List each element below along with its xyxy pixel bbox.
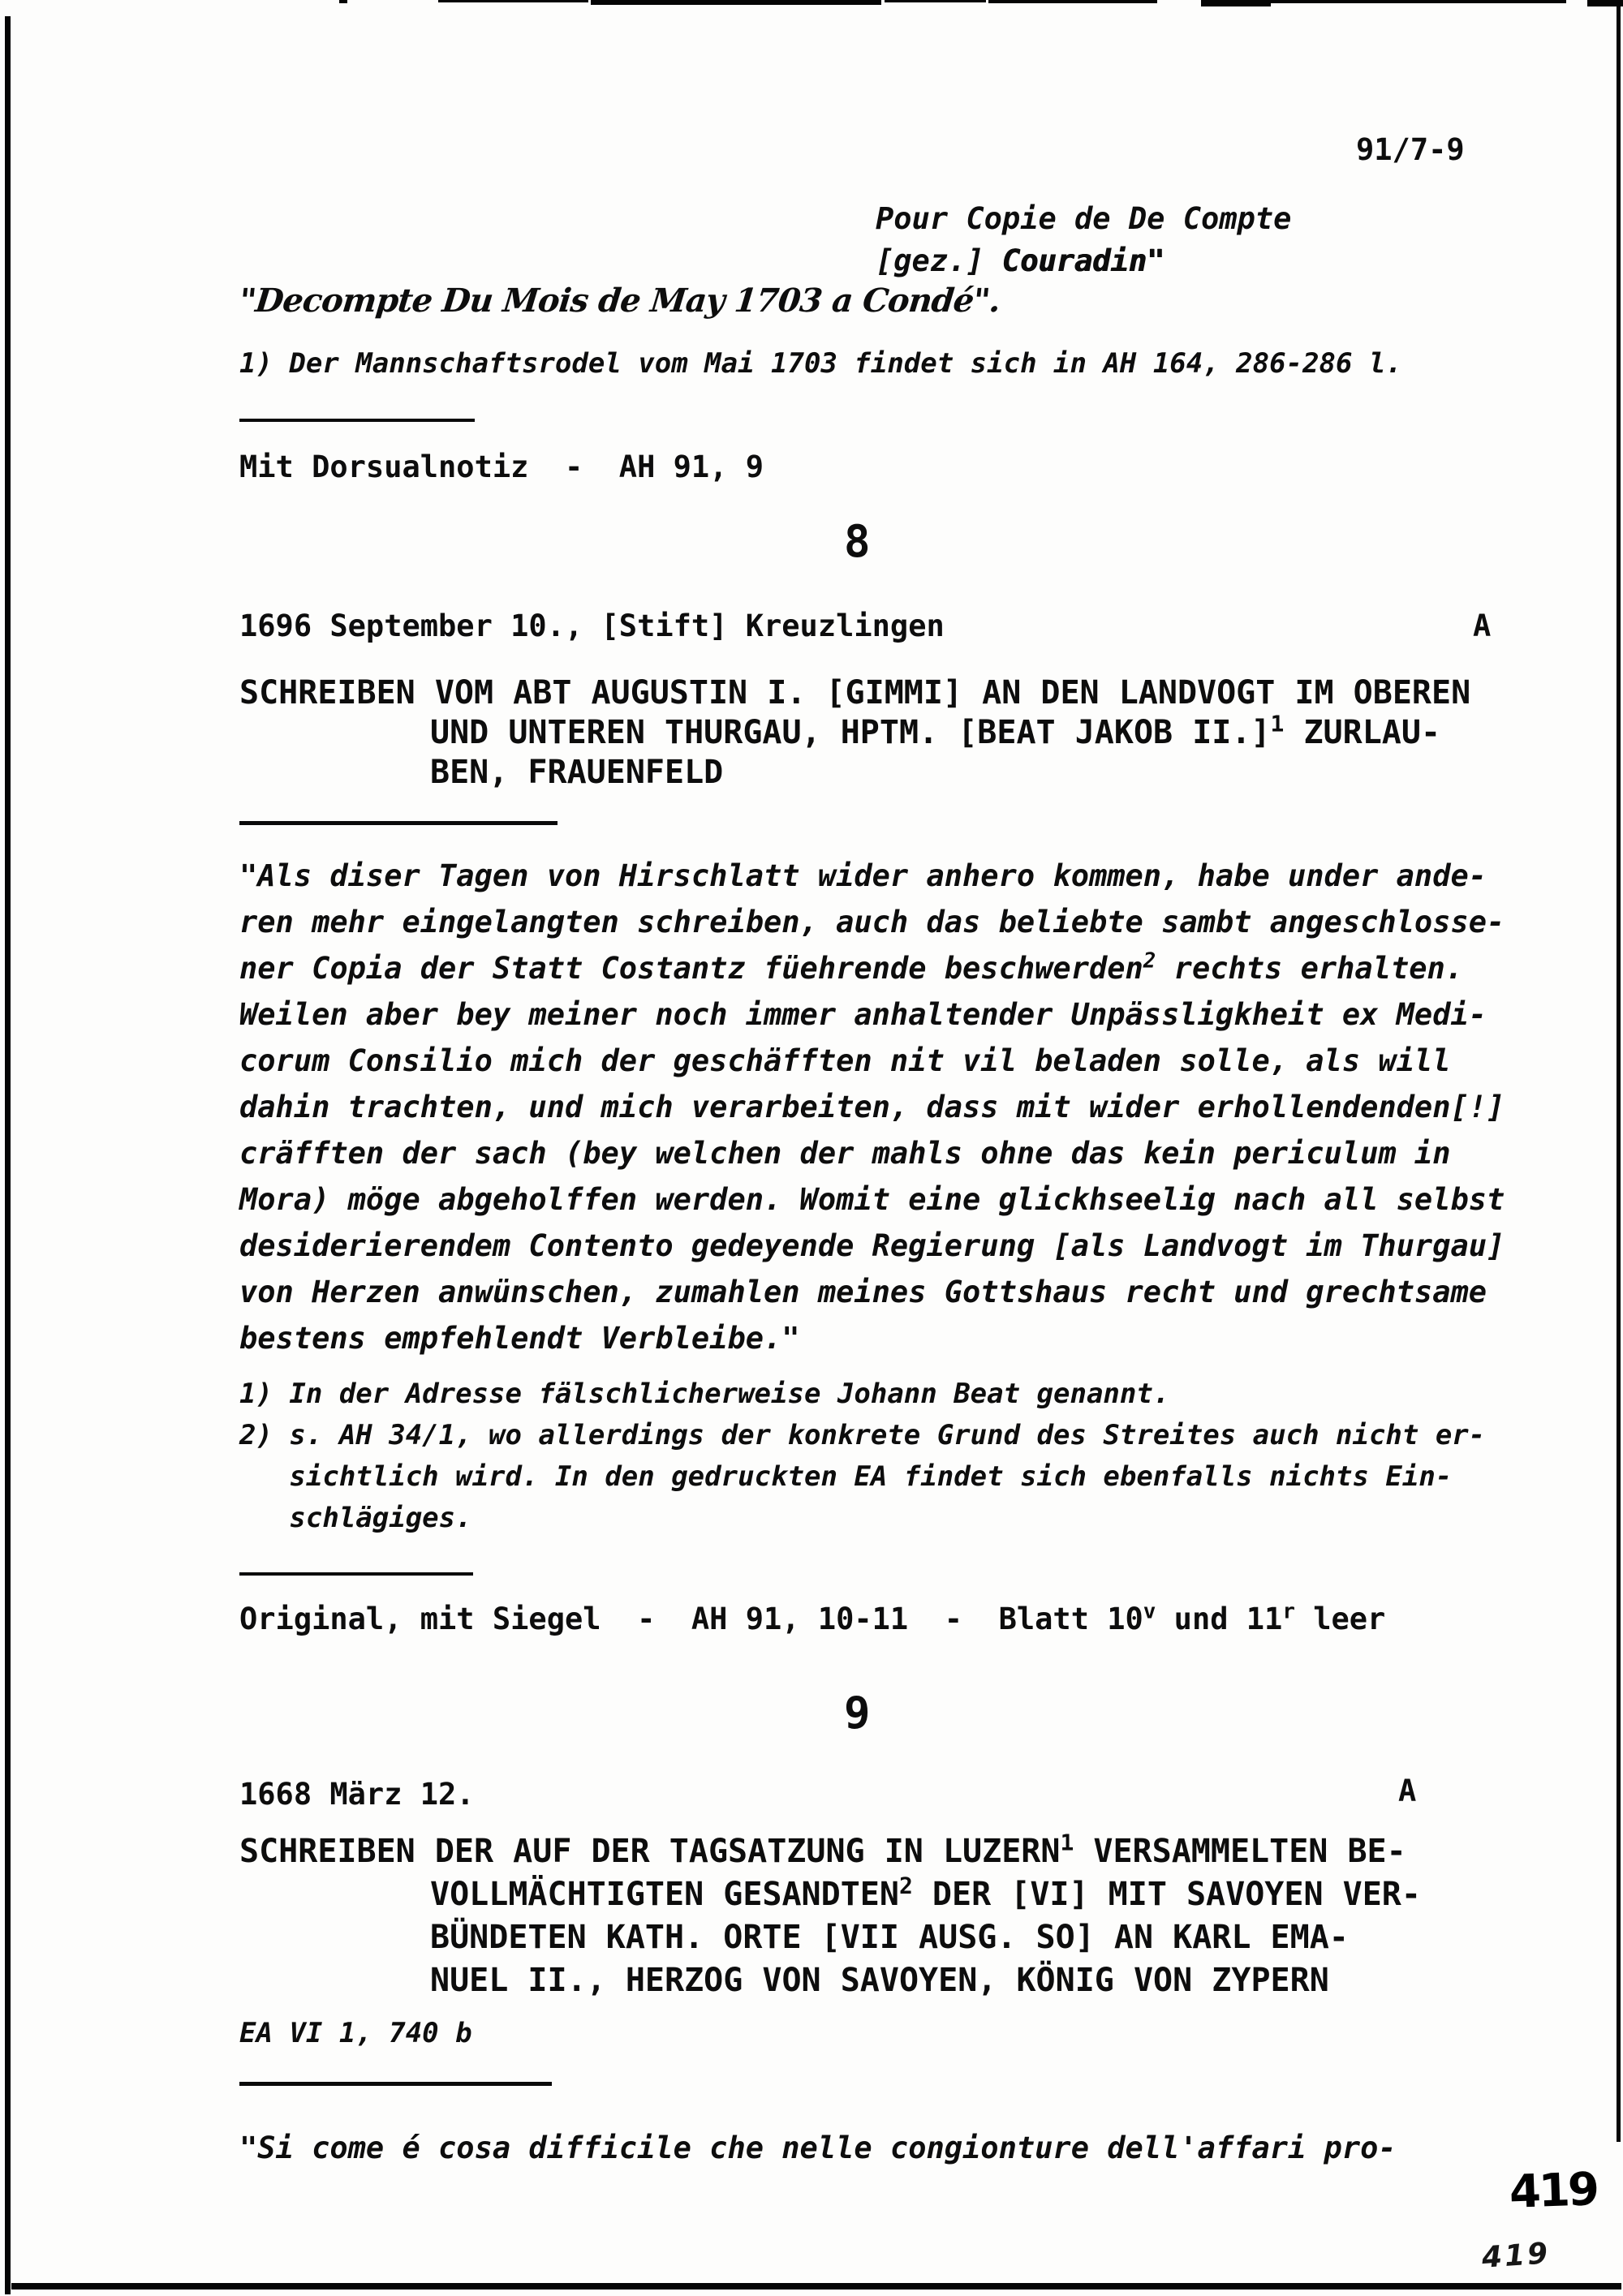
page-border-top-segment [1201,0,1271,6]
page-border-top-segment [339,0,347,3]
entry-8-footnote-line: sichtlich wird. In den gedruckten EA findet sich ebenfalls nichts Ein- [239,1460,1453,1493]
entry-8-footnote-line: 2) s. AH 34/1, wo allerdings der konkrete Grund des Streites auch nicht er- [239,1419,1486,1451]
page-border-right [1617,0,1621,2142]
entry-8-quote-line: cräfften der sach (bey welchen der mahls ohne das kein periculum in [239,1136,1451,1171]
entry-9-title-line: VOLLMÄCHTIGTEN GESANDTEN$^2$ DER [VI] MIT SAVOYEN VER- [430,1872,1421,1913]
entry-8-title-line: SCHREIBEN VOM ABT AUGUSTIN I. [GIMMI] AN DEN LANDVOGT IM OBEREN [239,674,1471,712]
entry-8-footnote-line: 1) In der Adresse fälschlicherweise Johann Beat genannt. [239,1378,1170,1410]
entry-8-title-line: UND UNTEREN THURGAU, HPTM. [BEAT JAKOB II.]$^1$ ZURLAU- [430,710,1441,751]
entry-8-date: 1696 September 10., [Stift] Kreuzlingen [239,608,945,643]
page-border-top-segment [988,0,1157,3]
entry-8-quote-line: ren mehr eingelangten schreiben, auch das beliebte sambt angeschlosse- [239,905,1505,939]
entry-8-quote-line: desiderierendem Contento gedeyende Regierung [als Landvogt im Thurgau] [239,1228,1505,1263]
entry-9-source: EA VI 1, 740 b [239,2017,472,2049]
page-border-bottom [11,2283,1621,2290]
signature-line [876,245,1165,278]
entry-8-quote-line: von Herzen anwünschen, zumahlen meines Gottshaus recht und grechtsame [239,1275,1487,1309]
page-border-top-segment [885,0,986,2]
entry-9-title-line: NUEL II., HERZOG VON SAVOYEN, KÖNIG VON ZYPERN [430,1962,1329,1999]
separator-rule [239,821,558,825]
entry-9-date: 1668 März 12. [239,1777,475,1812]
separator-rule [239,2082,552,2086]
page-border-top-segment [591,0,881,5]
decompte-quote: "Decompte Du Mois de May 1703 a Condé". [237,282,1002,320]
dorsual-note: Mit Dorsualnotiz - AH 91, 9 [239,449,764,484]
entry-8-quote-line: dahin trachten, und mich verarbeiten, dass mit wider erhollendenden[!] [239,1090,1505,1124]
entry-8-footnote-line: schlägiges. [239,1502,472,1534]
page-border-left [5,16,11,2294]
entry-9-quote-line: "Si come é cosa difficile che nelle congionture dell'affari pro- [239,2130,1397,2165]
separator-rule [239,1572,473,1576]
entry-8-source: Original, mit Siegel - AH 91, 10-11 - Blatt 10$^v$ und 11$^r$ leer [239,1599,1386,1636]
entry-9-classification: A [1398,1774,1417,1808]
entry-8-quote-line: bestens empfehlendt Verbleibe." [239,1321,800,1356]
signature-prefix: [gez.] [876,243,1002,278]
copy-note-line: Pour Copie de De Compte [876,201,1292,236]
page-border-top-segment [1271,0,1566,3]
separator-rule [239,419,475,422]
signature-name: Couradin" [1001,243,1165,278]
archive-ref: 91/7-9 [1356,132,1465,167]
entry-9-title-line: SCHREIBEN DER AUF DER TAGSATZUNG IN LUZERN$^1$ VERSAMMELTEN BE- [239,1829,1406,1870]
handwritten-page-number: 419 [1508,2163,1599,2219]
entry-8-quote-line: ner Copia der Statt Costantz füehrende beschwerden$^2$ rechts erhalten. [239,948,1464,986]
entry-8-classification: A [1473,608,1492,643]
handwritten-page-number: 419 [1480,2237,1552,2275]
entry-9-number: 9 [844,1688,871,1739]
page-border-top-segment [1587,0,1623,6]
top-footnote: 1) Der Mannschaftsrodel vom Mai 1703 findet sich in AH 164, 286-286 l. [239,347,1402,380]
entry-8-number: 8 [844,516,871,567]
page-border-top-segment [438,0,588,2]
entry-8-quote-line: Mora) möge abgeholffen werden. Womit eine glickhseelig nach all selbst [239,1182,1505,1217]
entry-8-title-line: BEN, FRAUENFELD [430,754,724,791]
entry-8-quote-line: Weilen aber bey meiner noch immer anhaltender Unpässligkheit ex Medi- [239,997,1487,1032]
entry-8-quote-line: "Als diser Tagen von Hirschlatt wider anhero kommen, habe under ande- [239,858,1487,893]
entry-8-quote-line: corum Consilio mich der geschäfften nit vil beladen solle, als will [239,1043,1451,1078]
entry-9-title-line: BÜNDETEN KATH. ORTE [VII AUSG. SO] AN KARL EMA- [430,1919,1349,1956]
